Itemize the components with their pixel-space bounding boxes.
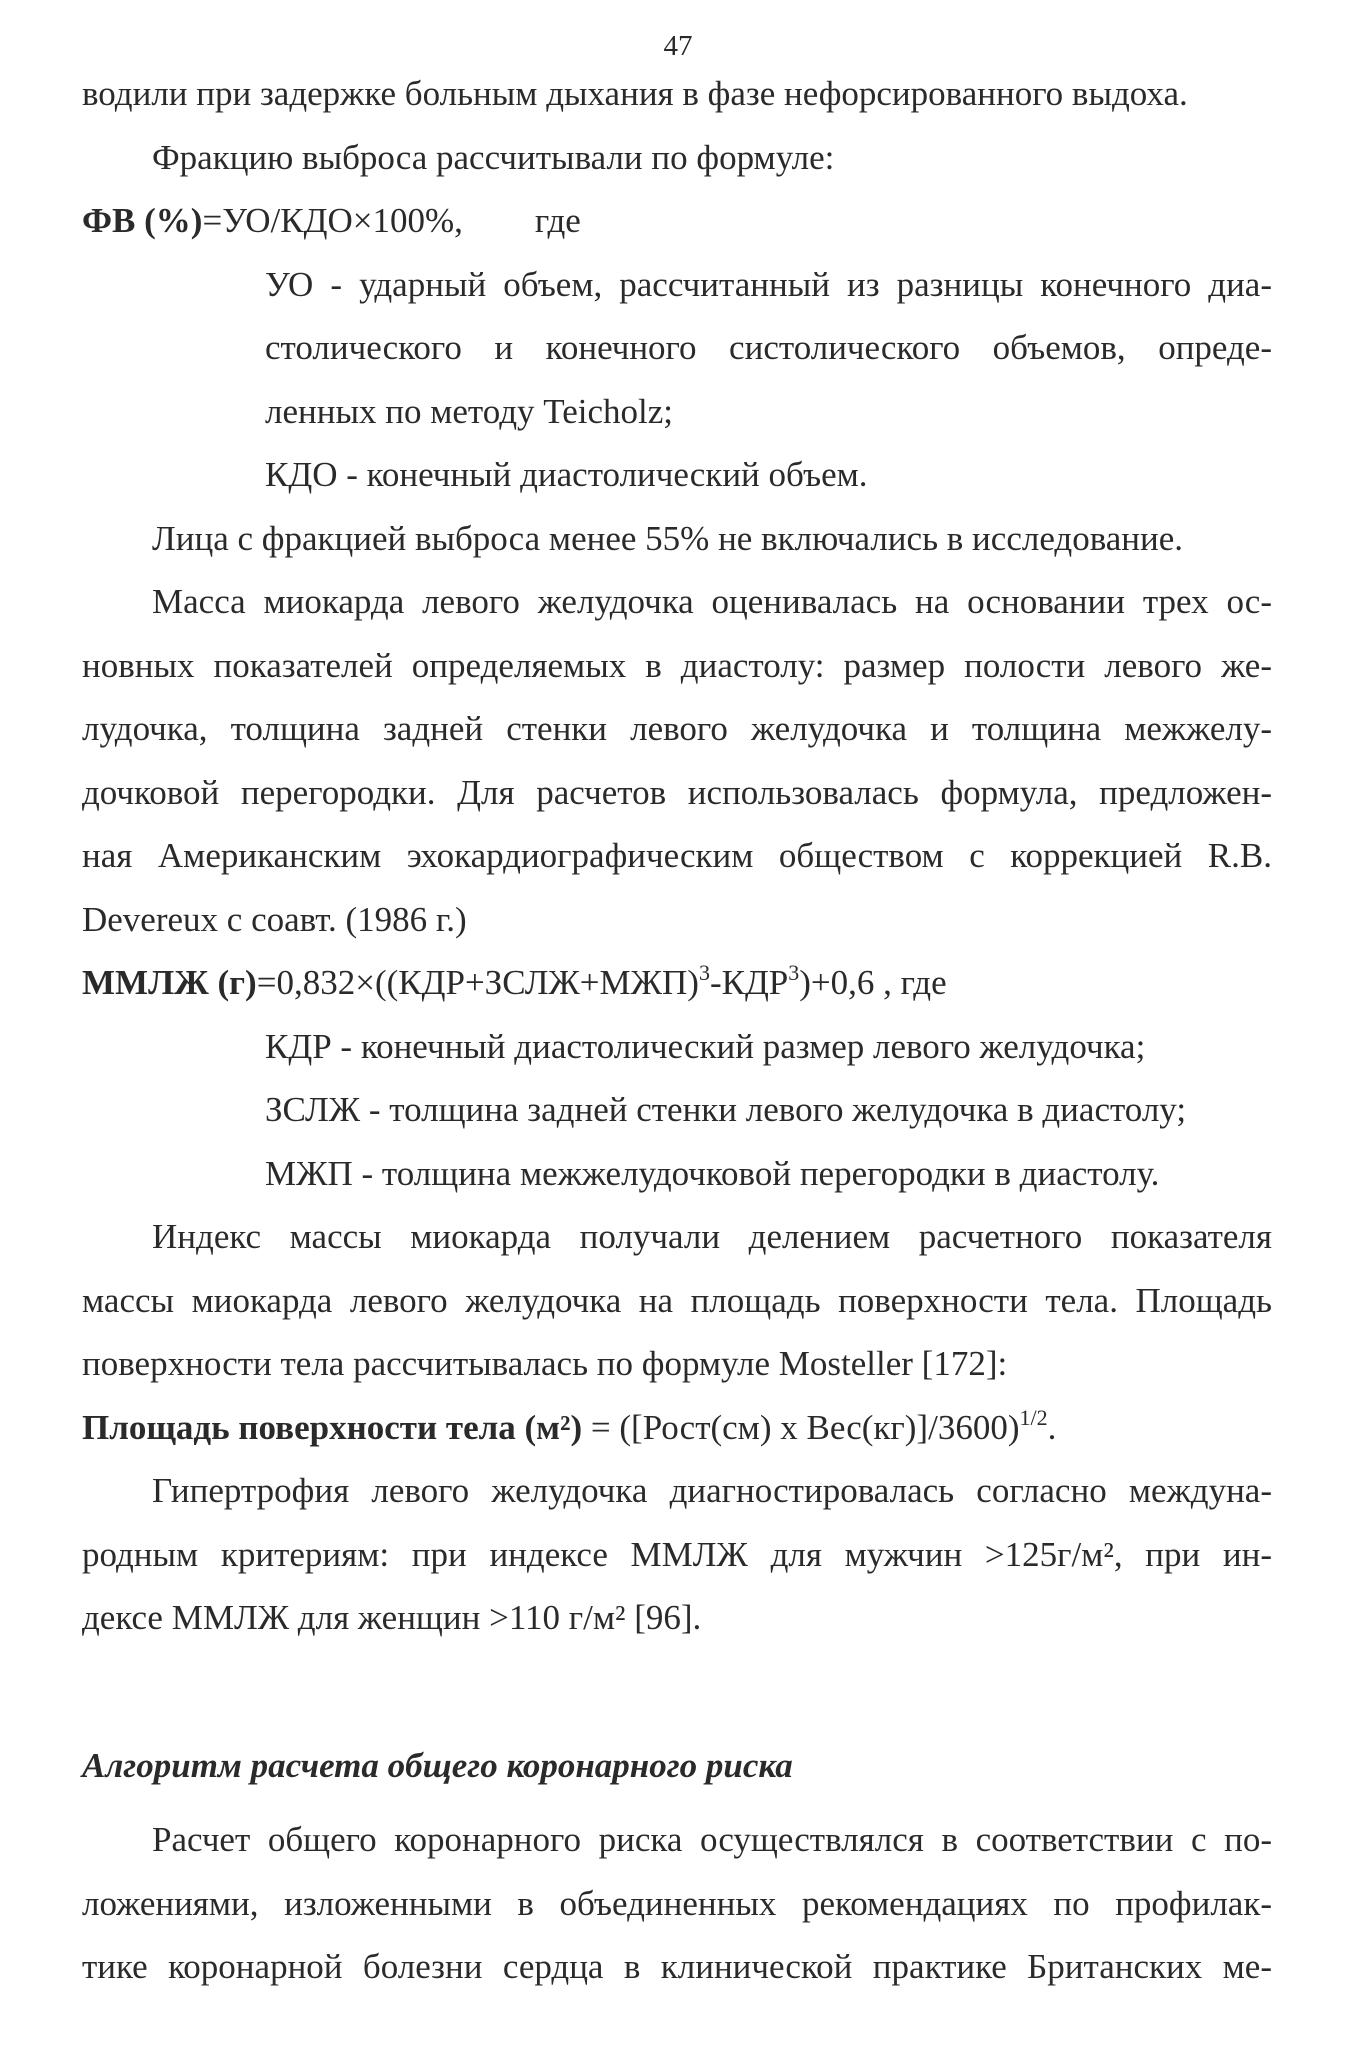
paragraph-line: родным критериям: при индексе ММЛЖ для мужчин >125г/м², при ин- bbox=[82, 1534, 1272, 1574]
definition-line: МЖП - толщина межжелудочковой перегородки в диастолу. bbox=[265, 1153, 1160, 1193]
paragraph-line: дексе ММЛЖ для женщин >110 г/м² [96]. bbox=[82, 1598, 702, 1637]
formula-label: Площадь поверхности тела (м²) bbox=[82, 1407, 583, 1447]
formula-where: где bbox=[534, 201, 581, 240]
formula-expression: = ([Рост(см) х Вес(кг)]/3600) bbox=[582, 1407, 1020, 1447]
paragraph-line: тике коронарной болезни сердца в клинической практике Британских ме- bbox=[82, 1947, 1272, 1986]
formula-expression: )+0,6 , где bbox=[799, 963, 947, 1002]
paragraph-line: Лица с фракцией выброса менее 55% не включались в исследование. bbox=[152, 518, 1184, 558]
formula-ejection-fraction bbox=[82, 189, 1272, 253]
section-heading: Алгоритм расчета общего коронарного риска bbox=[82, 1746, 793, 1785]
paragraph-line: Расчет общего коронарного риска осуществлялся в соответствии с по- bbox=[152, 1820, 1272, 1859]
paragraph-line: лудочка, толщина задней стенки левого желудочка и толщина межжелу- bbox=[82, 709, 1272, 748]
formula-expression: -КДР bbox=[709, 963, 789, 1002]
paragraph-line: Гипертрофия левого желудочка диагностировалась согласно междуна- bbox=[152, 1471, 1272, 1510]
formula-expression: =0,832×((КДР+ЗСЛЖ+МЖП) bbox=[256, 963, 699, 1002]
paragraph-line: ная Американским эхокардиографическим обществом с коррекцией R.B. bbox=[82, 836, 1272, 875]
definition-line: УО - ударный объем, рассчитанный из разницы конечного диа- bbox=[265, 264, 1272, 304]
paragraph-line: водили при задержке больным дыхания в фазе нефорсированного выдоха. bbox=[82, 74, 1188, 113]
formula-lv-mass bbox=[82, 951, 1272, 1015]
formula-label: ММЛЖ (г) bbox=[82, 963, 257, 1002]
formula-exponent: 3 bbox=[788, 960, 800, 985]
paragraph-line: дочковой перегородки. Для расчетов использовалась формула, предложен- bbox=[82, 772, 1272, 812]
definition-line: ЗСЛЖ - толщина задней стенки левого желудочка в диастолу; bbox=[265, 1090, 1187, 1129]
body-text-top bbox=[82, 62, 1272, 1650]
formula-exponent: 1/2 bbox=[1019, 1404, 1048, 1430]
formula-label: ФВ (%) bbox=[82, 201, 203, 240]
formula-body-surface-area bbox=[82, 1396, 1272, 1460]
paragraph-line: Фракцию выброса рассчитывали по формуле: bbox=[152, 137, 835, 177]
formula-exponent: 3 bbox=[698, 960, 710, 985]
paragraph-line: Devereux с соавт. (1986 г.) bbox=[82, 899, 467, 939]
paragraph-line: Индекс массы миокарда получали делением расчетного показателя bbox=[152, 1217, 1272, 1256]
definition-line: столического и конечного систолического объемов, опреде- bbox=[265, 328, 1272, 367]
body-text-bottom bbox=[82, 1808, 1272, 1999]
paragraph-line: массы миокарда левого желудочка на площадь поверхности тела. Площадь bbox=[82, 1280, 1272, 1320]
paragraph-line: ложениями, изложенными в объединенных рекомендациях по профилак- bbox=[82, 1883, 1272, 1923]
definition-line: КДО - конечный диастолический объем. bbox=[265, 455, 868, 494]
definition-line: КДР - конечный диастолический размер левого желудочка; bbox=[265, 1026, 1146, 1066]
formula-expression: =УО/КДО×100%, bbox=[202, 201, 463, 240]
paragraph-line: поверхности тела рассчитывалась по формуле Mosteller [172]: bbox=[82, 1344, 1008, 1383]
paragraph-line: Масса миокарда левого желудочка оценивалась на основании трех ос- bbox=[152, 582, 1272, 621]
section-heading-block bbox=[82, 1734, 1272, 1798]
paragraph-line: новных показателей определяемых в диастолу: размер полости левого же- bbox=[82, 645, 1272, 685]
definition-line: ленных по методу Teicholz; bbox=[265, 391, 673, 431]
page-number: 47 bbox=[663, 30, 693, 62]
formula-expression: . bbox=[1047, 1407, 1057, 1447]
